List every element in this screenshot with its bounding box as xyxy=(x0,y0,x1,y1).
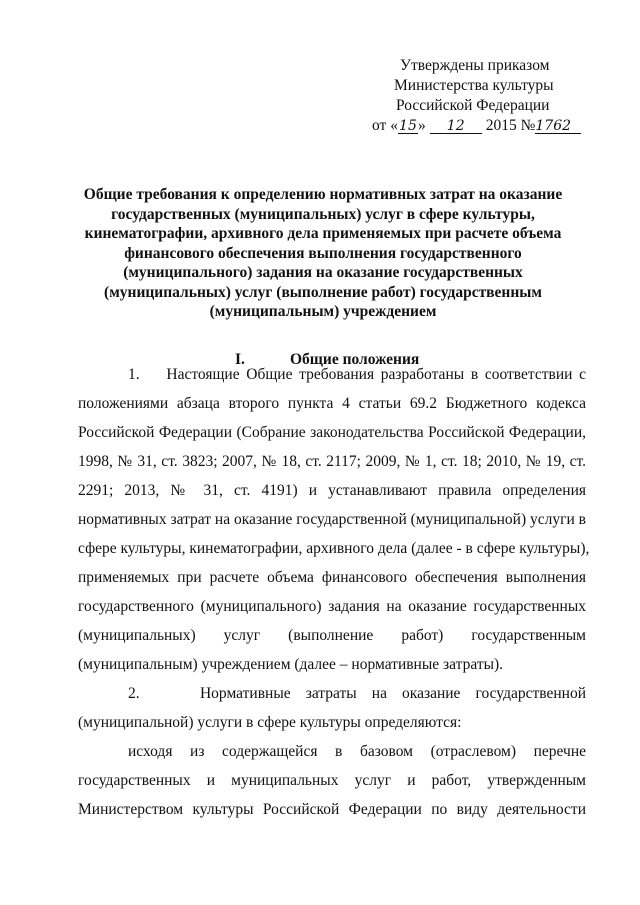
date-prefix: от « xyxy=(372,117,398,134)
paragraph-3-line: государственных и муниципальных услуг и работ, утвержденным xyxy=(78,772,586,789)
approval-block xyxy=(372,56,602,136)
paragraph-1-line: государственного (муниципального) задания на оказание государственных xyxy=(78,598,586,615)
paragraph-2-line: (муниципальной) услуги в сфере культуры определяются: xyxy=(78,714,462,731)
section-title: Общие положения xyxy=(290,351,420,368)
date-month-handwritten: 12 xyxy=(430,119,482,134)
paragraph-1-line: (муниципальных) услуг (выполнение работ) государственным xyxy=(78,627,586,644)
paragraph-1-line: положениями абзаца второго пункта 4 статьи 69.2 Бюджетного кодекса xyxy=(78,395,586,412)
approval-line-2: Министерства культуры xyxy=(394,77,554,94)
order-number-handwritten: 1762 xyxy=(535,119,581,134)
paragraph-1-line: (муниципальным) учреждением (далее – нормативные затраты). xyxy=(78,656,504,673)
paragraph-2-line: 2. Нормативные затраты на оказание государственной xyxy=(128,685,586,702)
approval-line-1: Утверждены приказом xyxy=(400,57,550,74)
approval-line-3: Российской Федерации xyxy=(396,97,550,114)
paragraph-1-line: 1998, № 31, ст. 3823; 2007, № 18, ст. 2117; 2009, № 1, ст. 18; 2010, № 19, ст. xyxy=(78,453,586,470)
approval-date-line xyxy=(372,116,602,136)
paragraph-3-line: исходя из содержащейся в базовом (отраслевом) перечне xyxy=(128,743,586,760)
paragraph-1-line: 2291; 2013, № 31, ст. 4191) и устанавливают правила определения xyxy=(78,482,586,499)
date-mid: » xyxy=(417,117,426,134)
date-day-handwritten: 15 xyxy=(399,118,417,134)
section-number: I. xyxy=(235,351,245,368)
date-year: 2015 № xyxy=(485,117,536,134)
paragraph-1-line: Российской Федерации (Собрание законодательства Российской Федерации, xyxy=(78,424,586,441)
paragraph-1-line: нормативных затрат на оказание государственной (муниципальной) услуги в xyxy=(78,511,586,528)
paragraph-1-line: применяемых при расчете объема финансового обеспечения выполнения xyxy=(78,569,586,586)
paragraph-1-line: 1. Настоящие Общие требования разработаны в соответствии с xyxy=(128,366,586,383)
paragraph-3-line: Министерством культуры Российской Федерации по виду деятельности xyxy=(78,801,586,818)
paragraph-1-line: сфере культуры, кинематографии, архивного дела (далее - в сфере культуры), xyxy=(78,540,590,557)
document-title: Общие требования к определению нормативных затрат на оказание государственных (муниципальных) услуг в сфере культуры, кинематографии, архивного дела применяемых при расчете объема финансового обеспечения выполнения государственного (муниципального) задания на оказание государственных (муниципальных) услуг (выполнение работ) государственным (муниципальным) учреждением xyxy=(83,186,563,320)
